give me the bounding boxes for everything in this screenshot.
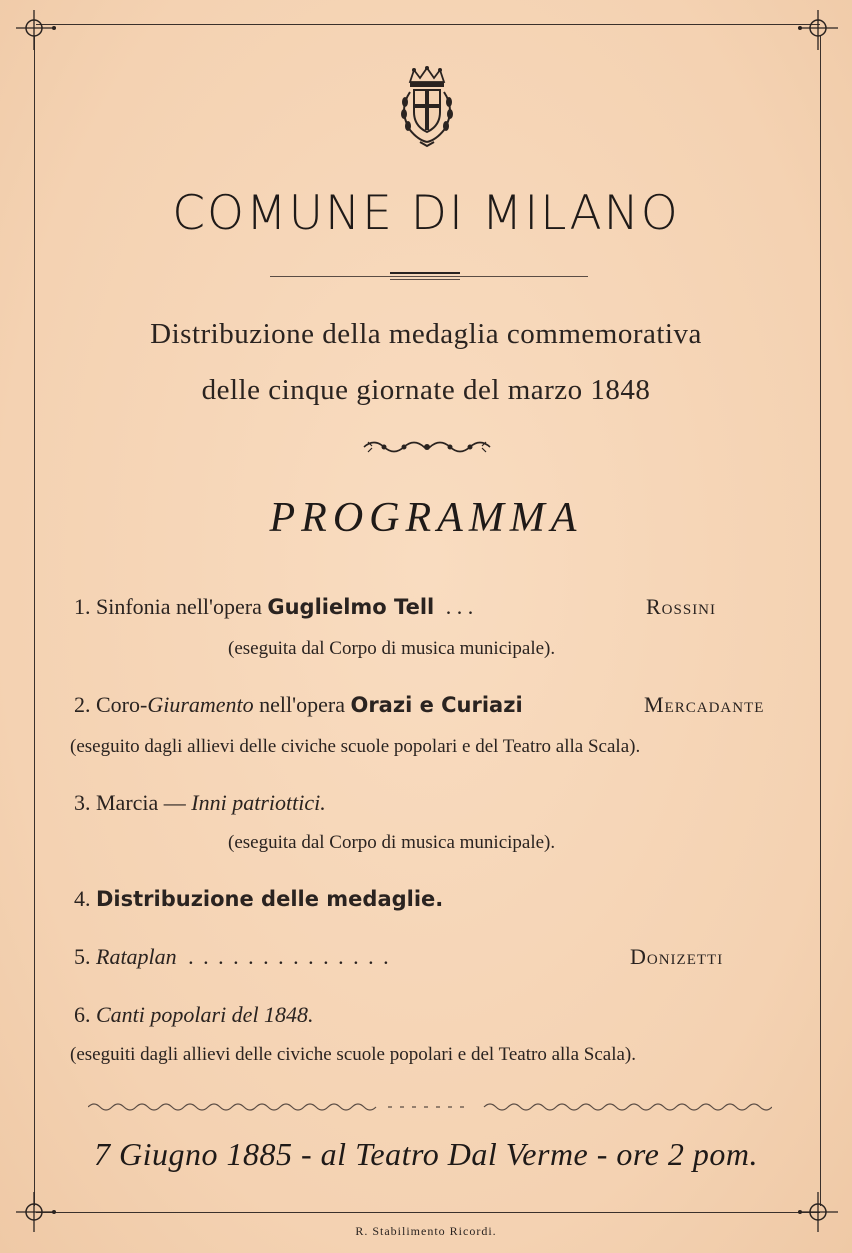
milan-coat-of-arms-icon [392, 64, 462, 148]
dot-leader: . . . . . . . . . . . . . . [188, 944, 391, 969]
programme-item-5 [74, 944, 391, 970]
composer-name: Rossini [646, 594, 717, 619]
item-italic-title: Inni patriottici. [191, 790, 326, 815]
wave-divider-icon [88, 1098, 772, 1116]
item-description: Coro- [96, 692, 148, 717]
performer-note: (eseguito dagli allievi delle civiche scuole popolari e del Teatro alla Scala). [70, 736, 641, 757]
item-number: 4. [74, 886, 91, 911]
printer-credit: R. Stabilimento Ricordi. [355, 1224, 497, 1238]
title-divider [270, 276, 588, 277]
title-divider [390, 272, 460, 274]
dot-leader: . . . [445, 594, 474, 619]
composer-name: Donizetti [630, 944, 724, 969]
event-date-line: 7 Giugno 1885 - al Teatro Dal Verme - ore 2 pom. [94, 1136, 758, 1172]
item-number: 6. [74, 1002, 91, 1027]
floral-ornament-icon [360, 436, 494, 458]
item-number: 3. [74, 790, 91, 815]
programme-heading: PROGRAMMA [269, 495, 583, 541]
composer-name: Mercadante [644, 692, 765, 717]
work-title: Guglielmo Tell [267, 595, 435, 619]
programme-item-6 [74, 1002, 314, 1028]
item-italic-title: Canti popolari del 1848. [96, 1002, 314, 1027]
performer-note: (eseguita dal Corpo di musica municipale). [228, 638, 556, 659]
programme-item-1 [74, 594, 473, 620]
corner-ornament-icon [798, 10, 838, 50]
page-title: COMUNE DI MILANO [172, 186, 680, 241]
item-description: nell'opera [259, 692, 345, 717]
programme-item-4 [74, 886, 443, 912]
item-italic-title: Giuramento [147, 692, 254, 717]
programme-item-2 [74, 692, 523, 718]
item-description: Marcia — [96, 790, 186, 815]
item-italic-title: Rataplan [96, 944, 177, 969]
item-number: 2. [74, 692, 91, 717]
performer-note: (eseguiti dagli allievi delle civiche scuole popolari e del Teatro alla Scala). [70, 1044, 636, 1065]
frame-top-line [36, 24, 820, 25]
work-title: Orazi e Curiazi [350, 693, 523, 717]
work-title: Distribuzione delle medaglie. [96, 887, 444, 911]
performer-note: (eseguita dal Corpo di musica municipale). [228, 832, 556, 853]
subtitle-line-1: Distribuzione della medaglia commemorativa [150, 318, 702, 350]
programme-item-3 [74, 790, 326, 816]
item-number: 5. [74, 944, 91, 969]
frame-bottom-line [36, 1212, 820, 1213]
item-description: Sinfonia nell'opera [96, 594, 262, 619]
item-number: 1. [74, 594, 91, 619]
title-divider [390, 279, 460, 280]
corner-ornament-icon [16, 10, 56, 50]
subtitle-line-2: delle cinque giornate del marzo 1848 [201, 374, 651, 406]
